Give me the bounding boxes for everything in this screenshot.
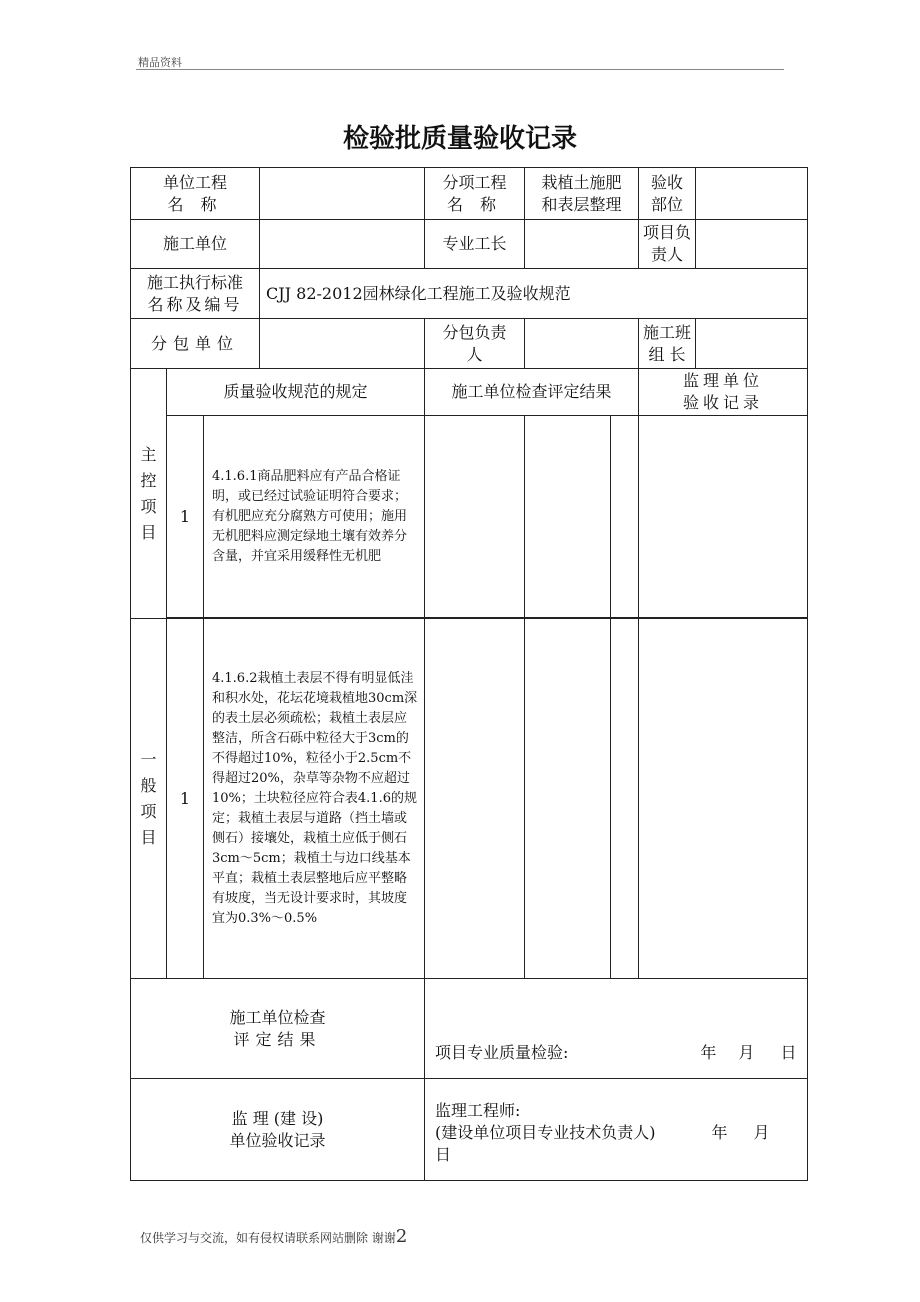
month-label: 月 <box>753 1123 770 1142</box>
general-item-no: 1 <box>167 619 204 979</box>
quality-inspector-label: 项目专业质量检验: <box>435 1043 569 1062</box>
project-manager-value[interactable] <box>696 220 808 269</box>
main-control-item-no: 1 <box>167 416 204 618</box>
general-char: 一 <box>140 749 157 769</box>
page-number: 2 <box>395 1226 408 1247</box>
header-label: 精品资料 <box>138 56 182 69</box>
sub-manager-label-line2: 人 <box>466 344 483 364</box>
supervision-record-label-line2: 单位验收记录 <box>229 1130 326 1150</box>
sub-manager-label <box>425 319 525 369</box>
project-manager-label-line1: 项目负 <box>643 223 692 242</box>
team-leader-label-line1: 施工班 <box>643 322 692 342</box>
subcontractor-value[interactable] <box>260 319 425 369</box>
supervision-header <box>639 369 808 416</box>
general-supervision[interactable] <box>639 619 808 979</box>
acceptance-part-label-line1: 验收 <box>651 172 684 192</box>
supervision-record-label-line1: 监 理 (建 设) <box>231 1108 324 1128</box>
main-control-supervision[interactable] <box>639 416 808 618</box>
unit-project-label <box>131 168 260 220</box>
construction-check-label <box>131 979 425 1079</box>
unit-project-label-line2: 名 称 <box>167 194 223 214</box>
acceptance-part-value[interactable] <box>696 168 808 220</box>
day-label: 日 <box>435 1145 452 1164</box>
main-control-result-3[interactable] <box>611 416 639 618</box>
general-char: 目 <box>140 827 157 847</box>
construction-check-label-line1: 施工单位检查 <box>229 1007 326 1027</box>
unit-project-label-line1: 单位工程 <box>162 172 227 192</box>
main-control-char: 主 <box>140 444 157 464</box>
foreman-value[interactable] <box>525 220 639 269</box>
general-char: 项 <box>140 801 157 821</box>
main-control-char: 项 <box>140 496 157 516</box>
day-label: 日 <box>780 1043 797 1062</box>
year-label: 年 <box>711 1123 728 1142</box>
result-header: 施工单位检查评定结果 <box>425 369 639 416</box>
general-requirement: 4.1.6.2栽植土表层不得有明显低洼和积水处，花坛花境栽植地30cm深的表土层必须疏松；栽植土表层应整洁，所含石砾中粒径大于3cm的不得超过10%，粒径小于2.5cm不得超过20%，杂草等杂物不应超过10%；土块粒径应符合表4.1.6的规定；栽植土表层与道路（挡土墙或侧石）接壤处，栽植土应低于侧石3cm～5cm；栽植土与边口线基本平直；栽植土表层整地后应平整略有坡度，当无设计要求时，其坡度宜为0.3%～0.5% <box>204 619 425 979</box>
sub-project-value-line1: 栽植土施肥 <box>541 172 622 192</box>
team-leader-label <box>639 319 696 369</box>
project-manager-label-line2: 责人 <box>651 245 684 264</box>
sub-manager-label-line1: 分包负责 <box>442 322 507 342</box>
sub-project-value-line2: 和表层整理 <box>541 194 622 214</box>
main-control-label <box>131 369 167 619</box>
supervision-header-line2: 验收记录 <box>683 393 764 412</box>
main-control-result-2[interactable] <box>525 416 611 618</box>
project-manager-label <box>639 220 696 269</box>
team-leader-value[interactable] <box>696 319 808 369</box>
header-divider <box>136 69 784 70</box>
standard-label <box>131 269 260 319</box>
general-char: 般 <box>140 775 157 795</box>
general-label <box>131 619 167 979</box>
page-title: 检验批质量验收记录 <box>342 124 577 154</box>
team-leader-label-line2: 组 长 <box>648 344 686 364</box>
unit-project-value[interactable] <box>260 168 425 220</box>
sub-project-label-line1: 分项工程 <box>442 172 507 192</box>
foreman-label: 专业工长 <box>425 220 525 269</box>
supervision-record-label <box>131 1079 425 1181</box>
construction-unit-label: 施工单位 <box>131 220 260 269</box>
spec-header: 质量验收规范的规定 <box>167 369 425 416</box>
sub-project-label <box>425 168 525 220</box>
footer-text: 仅供学习与交流，如有侵权请联系网站删除 谢谢 <box>140 1231 396 1245</box>
acceptance-part-label-line2: 部位 <box>651 194 684 214</box>
supervision-record-value[interactable] <box>425 1079 808 1181</box>
construction-unit-value[interactable] <box>260 220 425 269</box>
standard-value[interactable]: CJJ 82-2012园林绿化工程施工及验收规范 <box>260 269 808 319</box>
supervision-header-line1: 监理单位 <box>683 371 764 390</box>
general-result-2[interactable] <box>525 619 611 979</box>
main-control-requirement: 4.1.6.1商品肥料应有产品合格证明，或已经过试验证明符合要求；有机肥应充分腐熟方可使用；施用无机肥料应测定绿地土壤有效养分含量，并宜采用缓释性无机肥 <box>204 416 425 618</box>
subcontractor-label: 分包单位 <box>131 319 260 369</box>
construction-check-value[interactable] <box>425 979 808 1079</box>
client-rep-label: (建设单位项目专业技术负责人) <box>435 1123 656 1142</box>
sub-manager-value[interactable] <box>525 319 639 369</box>
main-control-result-1[interactable] <box>425 416 525 618</box>
main-control-char: 目 <box>140 522 157 542</box>
general-result-3[interactable] <box>611 619 639 979</box>
inspection-record-table <box>130 167 808 1181</box>
sub-project-label-line2: 名 称 <box>446 194 503 214</box>
supervising-engineer-label: 监理工程师: <box>435 1101 521 1120</box>
month-label: 月 <box>738 1043 755 1062</box>
general-result-1[interactable] <box>425 619 525 979</box>
sub-project-value[interactable] <box>525 168 639 220</box>
footer <box>140 1226 407 1247</box>
acceptance-part-label <box>639 168 696 220</box>
standard-label-line2: 名称及编号 <box>147 294 243 314</box>
construction-check-label-line2: 评定结果 <box>233 1029 322 1049</box>
main-control-char: 控 <box>140 470 157 490</box>
standard-label-line1: 施工执行标准 <box>146 272 243 292</box>
year-label: 年 <box>700 1043 717 1062</box>
